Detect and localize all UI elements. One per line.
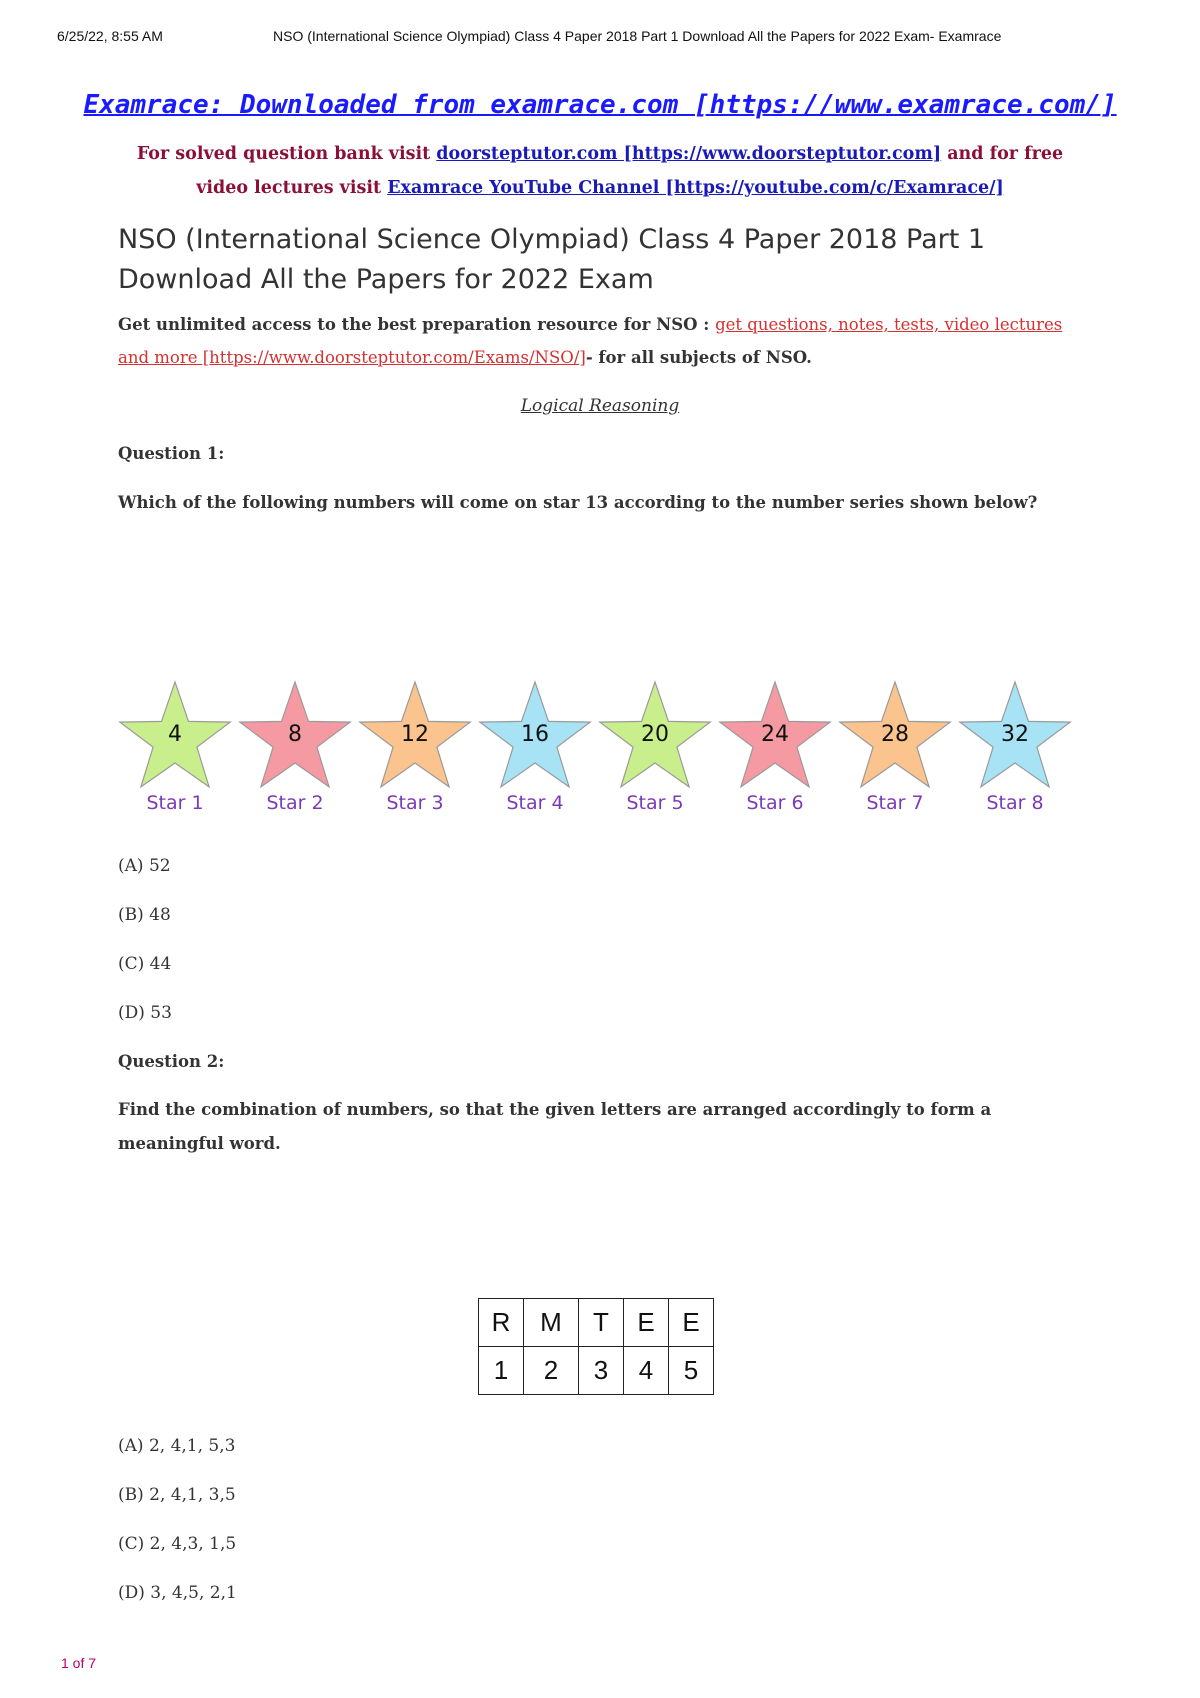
page-title: NSO (International Science Olympiad) Class 4 Paper 2018 Part 1 Download All the Papers for 2022 Exam: [118, 224, 986, 295]
star-label: Star 7: [866, 792, 924, 814]
letters-row: [479, 1299, 714, 1347]
question-1-option-d: (D) 53: [118, 1003, 172, 1023]
star-value: 20: [641, 722, 669, 747]
number-cell: 3: [579, 1347, 624, 1395]
star-label: Star 6: [746, 792, 804, 814]
section-title: Logical Reasoning: [520, 396, 680, 416]
examrace-banner[interactable]: [0, 90, 1200, 120]
star-1: [110, 680, 240, 820]
number-cell: 1: [479, 1347, 524, 1395]
letter-number-table: [478, 1298, 714, 1395]
question-2-option-d: (D) 3, 4,5, 2,1: [118, 1583, 237, 1603]
star-label: Star 8: [986, 792, 1044, 814]
star-series-figure: [110, 680, 1100, 820]
star-8: [950, 680, 1080, 820]
number-cell: 4: [624, 1347, 669, 1395]
access-line: [118, 308, 1078, 374]
question-2-option-b: (B) 2, 4,1, 3,5: [118, 1485, 236, 1505]
letter-cell: T: [579, 1299, 624, 1347]
letter-cell: E: [669, 1299, 714, 1347]
question-2-text: Find the combination of numbers, so that the given letters are arranged accordingly to form a meaningful word.: [118, 1100, 992, 1153]
promo-middle: and for free video lectures visit: [196, 144, 1064, 198]
access-prefix: Get unlimited access to the best preparation resource for NSO :: [118, 315, 716, 334]
star-label: Star 2: [266, 792, 324, 814]
star-value: 8: [288, 722, 302, 747]
star-label: Star 5: [626, 792, 684, 814]
star-value: 12: [401, 722, 429, 747]
letter-cell: M: [524, 1299, 579, 1347]
question-1-label: Question 1:: [118, 444, 225, 463]
numbers-row: [479, 1347, 714, 1395]
youtube-channel-link[interactable]: Examrace YouTube Channel [https://youtube.com/c/Examrace/]: [387, 178, 1004, 198]
section-heading: [0, 396, 1200, 416]
question-1-text: Which of the following numbers will come on star 13 according to the number series shown below?: [118, 493, 1038, 512]
question-1-option-c: (C) 44: [118, 954, 172, 974]
question-1-option-a: (A) 52: [118, 856, 171, 876]
star-value: 32: [1001, 722, 1029, 747]
star-value: 4: [168, 722, 182, 747]
doorsteptutor-link[interactable]: doorsteptutor.com [https://www.doorsteptutor.com]: [436, 144, 942, 164]
star-label: Star 3: [386, 792, 444, 814]
promo-prefix: For solved question bank visit: [136, 144, 437, 164]
letter-cell: E: [624, 1299, 669, 1347]
star-label: Star 4: [506, 792, 564, 814]
star-3: [350, 680, 480, 820]
question-2-option-c: (C) 2, 4,3, 1,5: [118, 1534, 237, 1554]
banner-link[interactable]: Examrace: Downloaded from examrace.com [https://www.examrace.com/]: [83, 90, 1117, 120]
question-2-option-a: (A) 2, 4,1, 5,3: [118, 1436, 236, 1456]
letter-cell: R: [479, 1299, 524, 1347]
star-value: 16: [521, 722, 549, 747]
question-2-label: Question 2:: [118, 1052, 225, 1071]
star-4: [470, 680, 600, 820]
promo-line: [110, 137, 1090, 205]
print-timestamp: 6/25/22, 8:55 AM: [57, 28, 163, 44]
star-7: [830, 680, 960, 820]
page-number: 1 of 7: [61, 1655, 97, 1671]
star-label: Star 1: [146, 792, 204, 814]
number-cell: 5: [669, 1347, 714, 1395]
question-1-option-b: (B) 48: [118, 905, 171, 925]
access-suffix: - for all subjects of NSO.: [585, 348, 812, 367]
star-value: 24: [761, 722, 789, 747]
number-cell: 2: [524, 1347, 579, 1395]
star-5: [590, 680, 720, 820]
print-page-title: NSO (International Science Olympiad) Class 4 Paper 2018 Part 1 Download All the Papers for 2022 Exam- Examrace: [273, 28, 1002, 44]
star-2: [230, 680, 360, 820]
print-header: [0, 28, 1200, 50]
star-6: [710, 680, 840, 820]
star-value: 28: [881, 722, 909, 747]
nso-resources-link[interactable]: get questions, notes, tests, video lectures and more [https://www.doorsteptutor.com/Exams/NSO/]: [118, 315, 1063, 367]
